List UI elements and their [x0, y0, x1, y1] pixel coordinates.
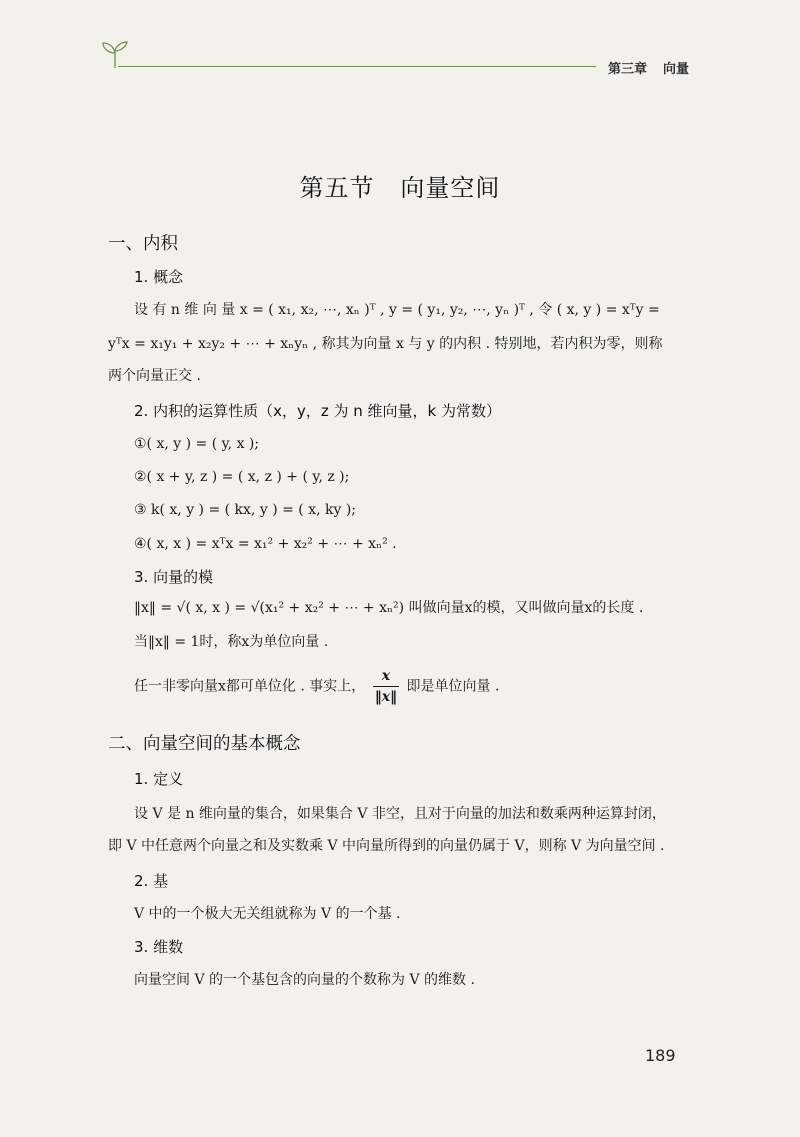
concept-line-3: 两个向量正交 .	[108, 368, 201, 384]
property-item-4: ④( x, x ) = xᵀx = x₁² + x₂² + ⋯ + xₙ² .	[134, 536, 397, 552]
page-number: 189	[645, 1046, 676, 1065]
norm-formula: ‖x‖ = √( x, x ) = √(x₁² + x₂² + ⋯ + xₙ²)	[134, 600, 405, 616]
basis-line: V 中的一个极大无关组就称为 V 的一个基 .	[134, 906, 401, 922]
unit-vector-fraction	[373, 666, 399, 707]
heading-inner-product: 一、内积	[108, 234, 178, 254]
heading-inner-product-properties: 2. 内积的运算性质（x，y，z 为 n 维向量，k 为常数）	[134, 402, 501, 420]
definition-line-2: 即 V 中任意两个向量之和及实数乘 V 中向量所得到的向量仍属于 V，则称 V 为向量空间 .	[108, 838, 665, 854]
property-item-1: ①( x, y ) = ( y, x );	[134, 436, 260, 452]
heading-vector-norm: 3. 向量的模	[134, 568, 214, 586]
heading-definition: 1. 定义	[134, 770, 184, 788]
heading-basis: 2. 基	[134, 872, 169, 890]
unit-vector-line: 当‖x‖ = 1时，称x为单位向量 .	[134, 634, 329, 650]
running-header	[608, 58, 689, 77]
normalization-line	[134, 666, 499, 707]
definition-line-1: 设 V 是 n 维向量的集合，如果集合 V 非空，且对于向量的加法和数乘两种运算封闭，	[134, 806, 666, 822]
concept-line-1: 设 有 n 维 向 量 x = ( x₁, x₂, ⋯, xₙ )ᵀ , y = ( y₁, y₂, ⋯, yₙ )ᵀ , 令 ( x, y ) = xᵀy =	[134, 302, 660, 318]
fraction-denominator: ‖x‖	[374, 689, 398, 705]
heading-vector-space-basics: 二、向量空间的基本概念	[108, 734, 301, 754]
dimension-line: 向量空间 V 的一个基包含的向量的个数称为 V 的维数 .	[134, 972, 475, 988]
section-title: 第五节 向量空间	[299, 174, 501, 202]
normalization-text-post: 即是单位向量 .	[406, 678, 500, 695]
fraction-numerator: x	[373, 666, 399, 687]
property-item-2: ②( x + y, z ) = ( x, z ) + ( y, z );	[134, 469, 350, 485]
heading-dimension: 3. 维数	[134, 938, 184, 956]
header-rule	[118, 66, 596, 67]
heading-concept: 1. 概念	[134, 268, 184, 286]
property-item-3: ③ k( x, y ) = ( kx, y ) = ( x, ky );	[134, 502, 357, 518]
concept-line-2: yᵀx = x₁y₁ + x₂y₂ + ⋯ + xₙyₙ , 称其为向量 x 与 y 的内积 . 特别地，若内积为零，则称	[108, 336, 663, 352]
norm-definition-text: 叫做向量x的模，又叫做向量x的长度 .	[408, 600, 644, 616]
normalization-text-pre: 任一非零向量x都可单位化 . 事实上，	[134, 678, 366, 695]
chapter-label: 第三章	[608, 62, 648, 77]
chapter-topic: 向量	[663, 62, 690, 77]
norm-definition-line	[134, 598, 643, 618]
